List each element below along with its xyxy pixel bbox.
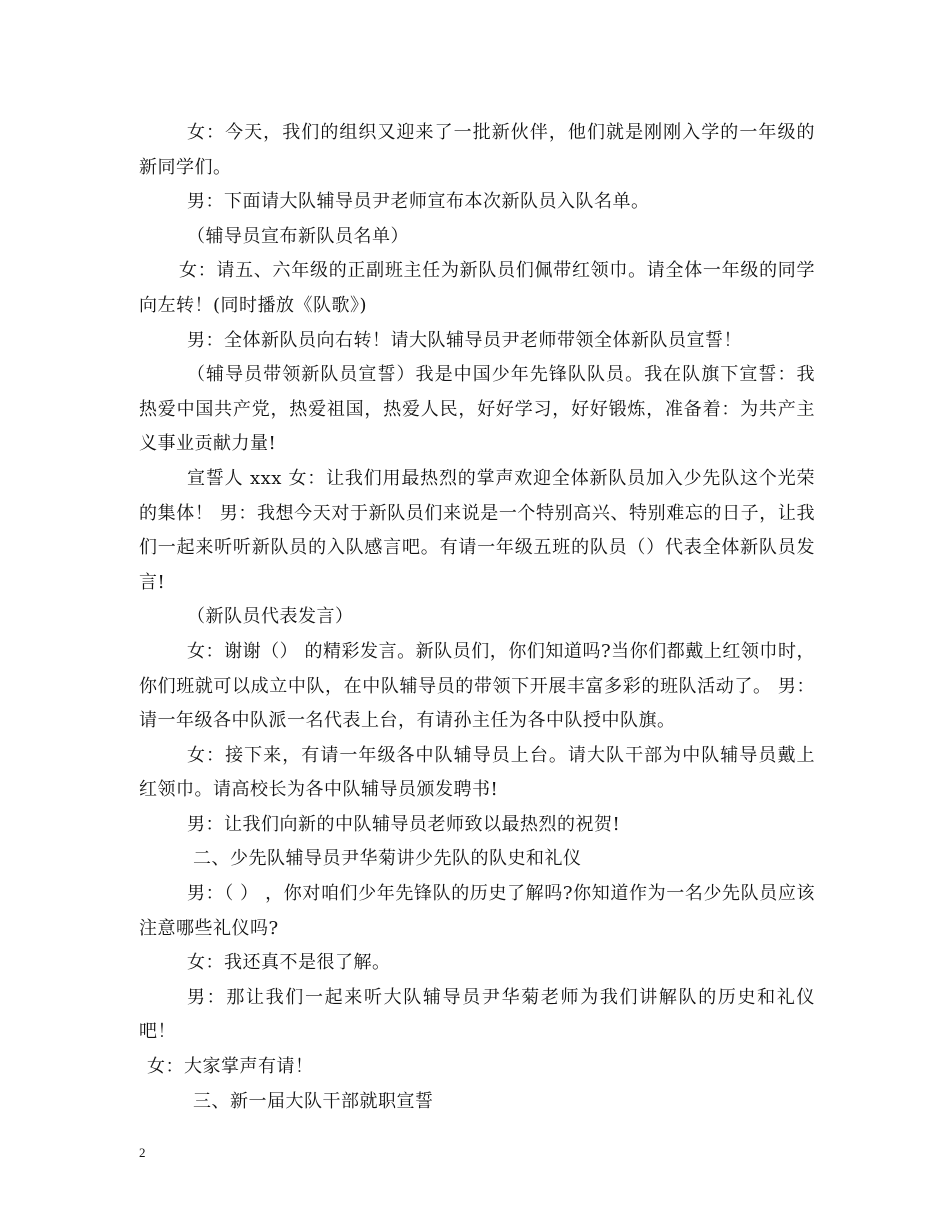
paragraph: 女：今天，我们的组织又迎来了一批新伙伴，他们就是刚刚入学的一年级的新同学们。 — [139, 122, 815, 178]
paragraph: 女：谢谢（） 的精彩发言。新队员们，你们知道吗?当你们都戴上红领巾时，你们班就可以成立中队，在中队辅导员的带领下开展丰富多彩的班队活动了。 男：请一年级各中队派一名代表上台，有请孙主任为各中队授中队旗。 — [139, 640, 815, 732]
document-body — [139, 116, 815, 1119]
paragraph: （辅导员带领新队员宣誓）我是中国少年先锋队队员。我在队旗下宣誓：我热爱中国共产党，热爱祖国，热爱人民，好好学习，好好锻炼，准备着：为共产主义事业贡献力量! — [139, 364, 815, 455]
paragraph: 宣誓人 xxx 女：让我们用最热烈的掌声欢迎全体新队员加入少先队这个光荣的集体！ 男：我想今天对于新队员们来说是一个特别高兴、特别难忘的日子，让我们一起来听听新队员的入队感言吧。有请一年级五班的队员（）代表全体新队员发言! — [139, 467, 815, 593]
paragraph: 女：请五、六年级的正副班主任为新队员们佩带红领巾。请全体一年级的同学向左转！(同时播放《队歌》) — [139, 260, 815, 316]
paragraph: 男：（ ） ，你对咱们少年先锋队的历史了解吗?你知道作为一名少先队员应该注意哪些礼仪吗? — [139, 883, 815, 939]
paragraph: 男：那让我们一起来听大队辅导员尹华菊老师为我们讲解队的历史和礼仪吧！ — [139, 986, 815, 1043]
paragraph: （辅导员宣布新队员名单） — [187, 225, 409, 247]
paragraph: 男：下面请大队辅导员尹老师宣布本次新队员入队名单。 — [187, 191, 650, 213]
page-number: 2 — [139, 1145, 146, 1160]
paragraph: 女：我还真不是很了解。 — [187, 952, 391, 974]
paragraph: 男：让我们向新的中队辅导员老师致以最热烈的祝贺! — [187, 813, 621, 835]
paragraph: 女：大家掌声有请！ — [147, 1056, 314, 1078]
section-heading: 三、新一届大队干部就职宣誓 — [193, 1090, 434, 1112]
paragraph: 男：全体新队员向右转！请大队辅导员尹老师带领全体新队员宣誓！ — [187, 329, 742, 351]
paragraph: （新队员代表发言） — [187, 606, 354, 628]
paragraph: 女：接下来，有请一年级各中队辅导员上台。请大队干部为中队辅导员戴上红领巾。请高校长为各中队辅导员颁发聘书! — [139, 744, 815, 801]
section-heading: 二、少先队辅导员尹华菊讲少先队的队史和礼仪 — [193, 848, 582, 870]
